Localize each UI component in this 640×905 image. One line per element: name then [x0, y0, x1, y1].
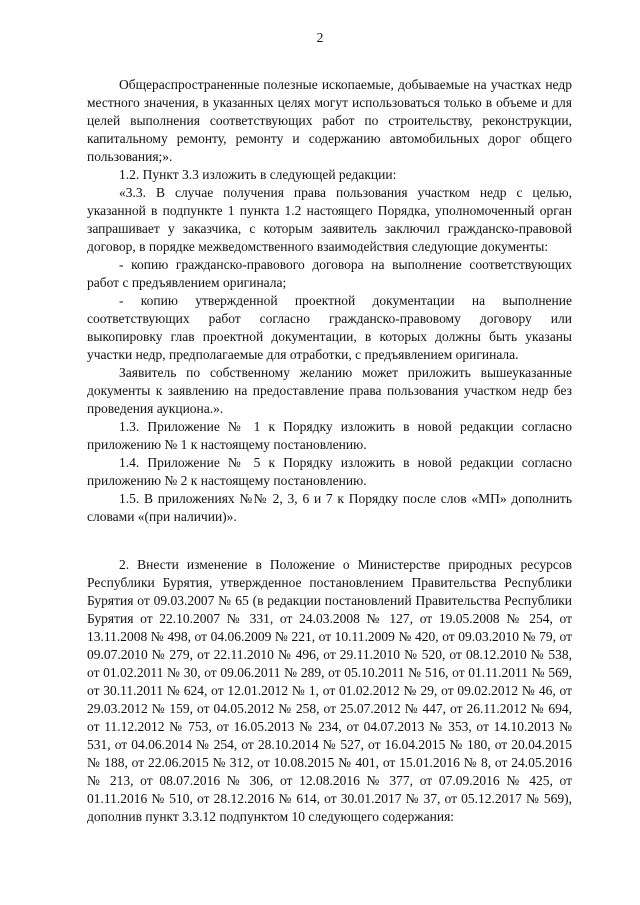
paragraph-item-1-3: 1.3. Приложение № 1 к Порядку изложить в новой редакции согласно приложению № 1 к настоящему постановлению. — [87, 419, 572, 452]
section-divider-space — [87, 526, 572, 556]
paragraph-applicant-option: Заявитель по собственному желанию может приложить вышеуказанные документы к заявлению на предоставление права пользования участком недр без проведения аукциона.». — [87, 365, 572, 416]
paragraph-mineral-usage: Общераспространенные полезные ископаемые, добываемые на участках недр местного значения, в указанных целях могут использоваться только в объеме и для целей выполнения соответствующих работ по строительству, реконструкции, капитальному ремонту, ремонту и содержанию автомобильных дорог общего пользования;». — [87, 77, 572, 164]
paragraph-item-1-5: 1.5. В приложениях №№ 2, 3, 6 и 7 к Порядку после слов «МП» дополнить словами «(при наличии)». — [87, 491, 572, 524]
page-number: 2 — [316, 30, 324, 45]
document-body — [87, 76, 572, 826]
paragraph-project-docs: - копию утвержденной проектной документации на выполнение соответствующих работ согласно гражданско-правовому договору или выкопировку глав проектной документации, в которых должны быть указаны участки недр, предполагаемые для отработки, с предъявлением оригинала. — [87, 293, 572, 362]
paragraph-contract-copy: - копию гражданско-правового договора на выполнение соответствующих работ с предъявлением оригинала; — [87, 257, 572, 290]
paragraph-item-1-4: 1.4. Приложение № 5 к Порядку изложить в новой редакции согласно приложению № 2 к настоящему постановлению. — [87, 455, 572, 488]
paragraph-item-1-2: 1.2. Пункт 3.3 изложить в следующей редакции: — [119, 167, 397, 182]
paragraph-clause-3-3: «3.3. В случае получения права пользования участком недр с целью, указанной в подпункте 1 пункта 1.2 настоящего Порядка, уполномоченный орган запрашивает у заказчика, с которым заявитель заключил гражданско-правовой договор, в порядке межведомственного взаимодействия следующие документы: — [87, 185, 572, 254]
paragraph-item-2: 2. Внести изменение в Положение о Министерстве природных ресурсов Республики Бурятия, утвержденное постановлением Правительства Республики Бурятия от 09.03.2007 № 65 (в редакции постановлений Правительства Республики Бурятия от 22.10.2007 № 331, от 24.03.2008 № 127, от 19.05.2008 № 254, от 13.11.2008 № 498, от 04.06.2009 № 221, от 10.11.2009 № 420, от 09.03.2010 № 79, от 09.07.2010 № 279, от 22.11.2010 № 496, от 29.11.2010 № 520, от 08.12.2010 № 538, от 01.02.2011 № 30, от 09.06.2011 № 289, от 05.10.2011 № 516, от 01.11.2011 № 569, от 30.11.2011 № 624, от 12.01.2012 № 1, от 01.02.2012 № 29, от 09.02.2012 № 46, от 29.03.2012 № 159, от 04.05.2012 № 258, от 25.07.2012 № 447, от 26.11.2012 № 694, от 11.12.2012 № 753, от 16.05.2013 № 234, от 04.07.2013 № 353, от 14.10.2013 № 531, от 04.06.2014 № 254, от 28.10.2014 № 527, от 16.04.2015 № 180, от 20.04.2015 № 188, от 22.06.2015 № 312, от 10.08.2015 № 401, от 15.01.2016 № 8, от 24.05.2016 № 213, от 08.07.2016 № 306, от 12.08.2016 № 377, от 07.09.2016 № 425, от 01.11.2016 № 510, от 28.12.2016 № 614, от 30.01.2017 № 37, от 05.12.2017 № 569), дополнив пункт 3.3.12 подпунктом 10 следующего содержания: — [87, 557, 572, 824]
